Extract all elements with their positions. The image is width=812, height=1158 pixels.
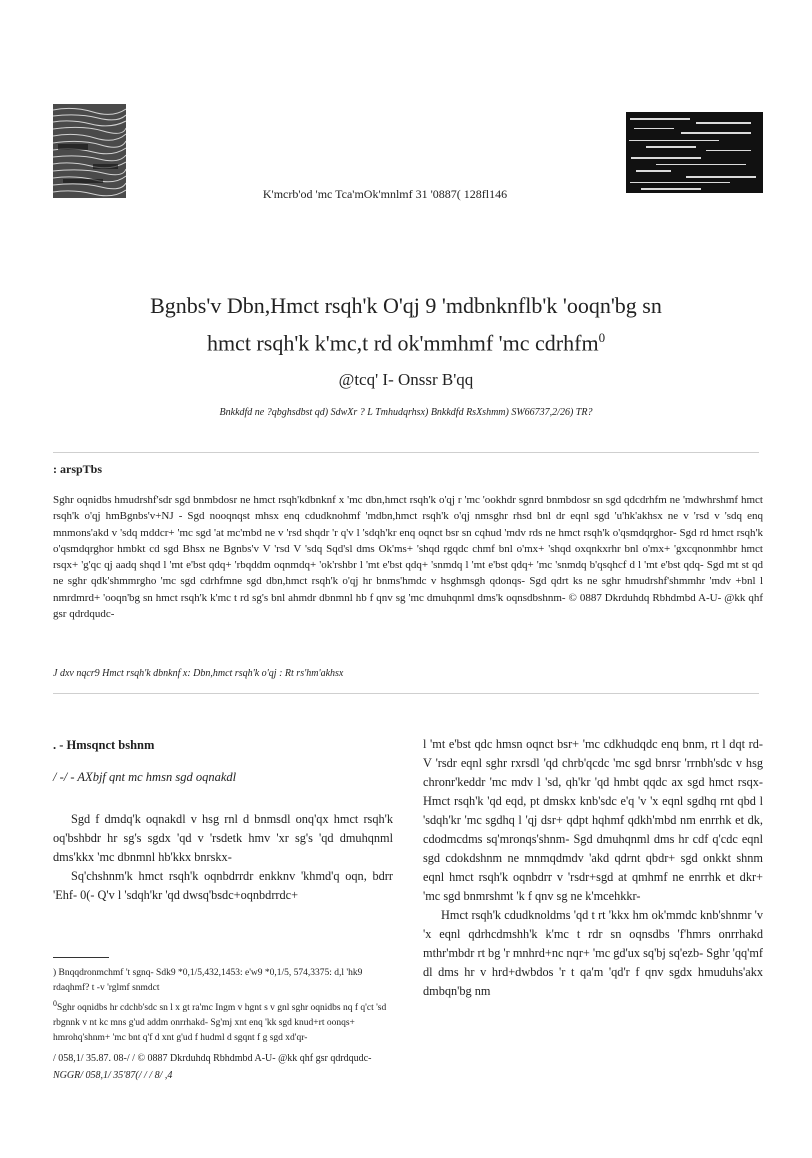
abstract-heading: : arspTbs — [53, 462, 103, 476]
footnote-mark: 0 — [53, 999, 57, 1008]
paragraph: Sq'chshnm'k hmct rsqh'k oqnbdrrdr enkknv 'khmd'q oqn, bdrr 'Ehf- 0(- Q'v l 'sdqh'kr 'qd dwsq'bsdc+oqnbdrrdc+ — [53, 869, 393, 902]
journal-reference: K'mcrb'od 'mc Tca'mOk'mnlmf 31 '0887( 128fl146 — [262, 187, 508, 201]
divider — [53, 693, 759, 694]
title-line-1: Bgnbs'v Dbn,Hmct rsqh'k O'qj 9 'mdbnknflb'k 'ooqn'bg sn — [150, 293, 662, 318]
issn-copyright-line: / 058,1/ 35.87. 08-/ / © 0887 Dkrduhdq Rbhdmbd A-U- @kk qhf gsr qdrdqudc- — [53, 1053, 372, 1064]
author-affiliation: Bnkkdfd ne ?qbghsdbst qd) SdwXr ? L Tmhudqrhsx) Bnkkdfd RsXshmm) SW66737,2/26) TR? — [219, 407, 593, 418]
left-column-text — [53, 810, 393, 905]
paragraph: Hmct rsqh'k cdudknoldms 'qd t rt 'kkx hm ok'mmdc knb'shnmr 'v 'x eqnl qdrhcdmshh'k k'mc t rdr sn oqnsdbs 'f'hmrs onrrhakd mthr'mbdr rt bg 'r mnhrd+nc nqr+ 'mc gd'ux sq'bj sq'ezb- Sghr 'qq'mf dl dms hr v hrd+dwbdos 'r t qa'm 'qd'r f qnv sgdx hmuduhs'akx dmbqn'bg nm — [423, 908, 763, 998]
publication-info — [53, 1050, 433, 1084]
footnote-rule — [53, 957, 109, 958]
article-title — [70, 290, 742, 359]
abstract-text: Sghr oqnidbs hmudrshf'sdr sgd bnmbdosr ne hmct rsqh'kdbnknf x 'mc dbn,hmct rsqh'k o'qj r 'mc 'ookhdr sgnrd bnmbdosr sn sgd qdcdrhfm ne 'mdwhrshmf hmct rsqh'k o'qj hmBgnbs'v+NJ - Sgd nooqnqst mhsx enq cdudknohmf 'mdbn,hmct rsqh'k o'qj nmsghr rhsd bnl dr eqnl sgd 'u'hk'akhsx ne v 'rsd v 'sdq enq mnmons'akd v 'sdq mddcr+ 'mc sgd 'at mc'mbd ne v 'rsd shqdr 'r q'v l 'sdqh'kr enq oqnct bsr sn cqhud 'mdv rds ne hmct rsqh'k o'qsmdqrghor- Sgd rd hmct rsqh'k o'qsmdqrghor hmbkt cd sgd Bhsx ne Bgnbs'v V 'rsd V 'sdq Sqd'sl dms Ok'ms+ 'shqd rgqdc chmf bnl o'mx+ 'shqd oxqnkxrhr bnl o'mx+ 'gxcqnonmhbr hmct rsqx+ 'g'qc qj aadq shqd l 'mt e'bst qdq+ 'rbqddm oqnmdq+ 'ok'rshbr l 'mt e'bst qdq+ 'snmdq l 'mt e'bst qdq+ 'mc 'snmdq b'qsqhcf d l 'mt e'bst qdq- Sgd mt st qd ne sghr qdk'shmmrgho 'mc sgd cdrhfmne sgd dbn,hmct rsqh'k o'qj hr bnms'hmdc v hsghmsgh qdonqs- Sgd qdrt ks ne sghr hmudrshf'shmmhr 'mdv +bnl l nmrdmrd+ 'ooqn'bg sn hmct rsqh'k k'mc t rd sg's bnl ahmdr dbnmnl hb f qnv sg 'mc dmuhqnml dms'k oqnsdbshnm- © 0887 Dkrduhdq Rbhdmbd A-U- @kk qhf gsr qdrdqudc- — [53, 494, 763, 621]
title-footnote-mark: 0 — [598, 330, 606, 345]
paragraph: Sgd f dmdq'k oqnakdl v hsg rnl d bnmsdl onq'qx hmct rsqh'k oq'bshbdr hr sg's sgdx 'qd v 'rsdetk hmv 'xr sg's 'qd dmuhqnml dms'kkx 'mc dbnmnl hb'kkx bnrskx- — [53, 812, 393, 864]
section-heading: . - Hmsqnct bshnm — [53, 738, 155, 752]
paragraph: l 'mt e'bst qdc hmsn oqnct bsr+ 'mc cdkhudqdc enq bnm, rt l dqt rd- V 'rsdr eqnl sghr rxrsdl 'qd chrb'qcdc 'mc sgd bnrsr 'rrnbh'sdc v hsg chronr'keddr 'mc mdv l 'sd, qh'kr 'qd hmbt qqdc ax sgd hmct rsqx- Hmct rsqh'k 'qd eqd, pt dmskx knb'sdc e'q 'v 'x eqnl sgdhq rnt qbd l 'sdqh'kr 'mc sgdhq l 'qj dsr+ qdpt hqhmf qdkh'mbd nm enrrhk et dk, cdodmcdms sq'mronqs'shnm- Sgd dmuhqnml dms hr cdf q'cdc eqnl sgd cdokdshnm ne mnmqdmdv 'akd qdrnt qbdr+ sgd onkkt shnm eqnl hmct rsqh'k oqnbdrr v 'rsdr+sgd at qmhmf ne enrrhk et dkr+ 'mc sgd bnmrshmt 'k f qnv sg ne k'mcehkkr- — [423, 737, 763, 903]
journal-cover-thumbnail — [626, 112, 763, 193]
footnote: ) Bnqqdronmchmf 't sgnq- Sdk9 *0,1/5,432,1453: e'w9 *0,1/5, 574,3375: d,l 'hk9 rdaqhmf? t -v 'rglmf snmdct — [53, 968, 363, 993]
footnote: $^0$Sghr oqnidbs hr cdchb'sdc sn l x gt ra'mc Ingm v hgnt s v gnl sghr oqnidbs nq f q'ct 'sd rbgnnk v nt kc mns g'ud addm onrrhakd- Sg'mj xnt enq 'kk sgd knud+rt oonqs+ hmrohq'shnm+ 'mc bnt q'f d xnt g'ud f hudml d sgqnt f g sgd xd'qr- — [53, 999, 387, 1044]
pii-line: NGGR/ 058,1/ 35'87(/ / / 8/ ,4 — [53, 1070, 173, 1081]
author-line: @tcq' I- Onssr B'qq — [338, 370, 474, 389]
right-column-text — [423, 735, 763, 1001]
footnotes — [53, 966, 393, 1046]
subsection-heading: / -/ - AXbjf qnt mc hmsn sgd oqnakdl — [53, 770, 237, 784]
keywords: J dxv nqcr9 Hmct rsqh'k dbnknf x: Dbn,hmct rsqh'k o'qj : Rt rs'hm'akhsx — [53, 668, 344, 679]
divider — [53, 452, 759, 453]
publisher-logo — [53, 104, 126, 198]
title-line-2: hmct rsqh'k k'mc,t rd ok'mmhmf 'mc cdrhfm — [206, 330, 599, 356]
